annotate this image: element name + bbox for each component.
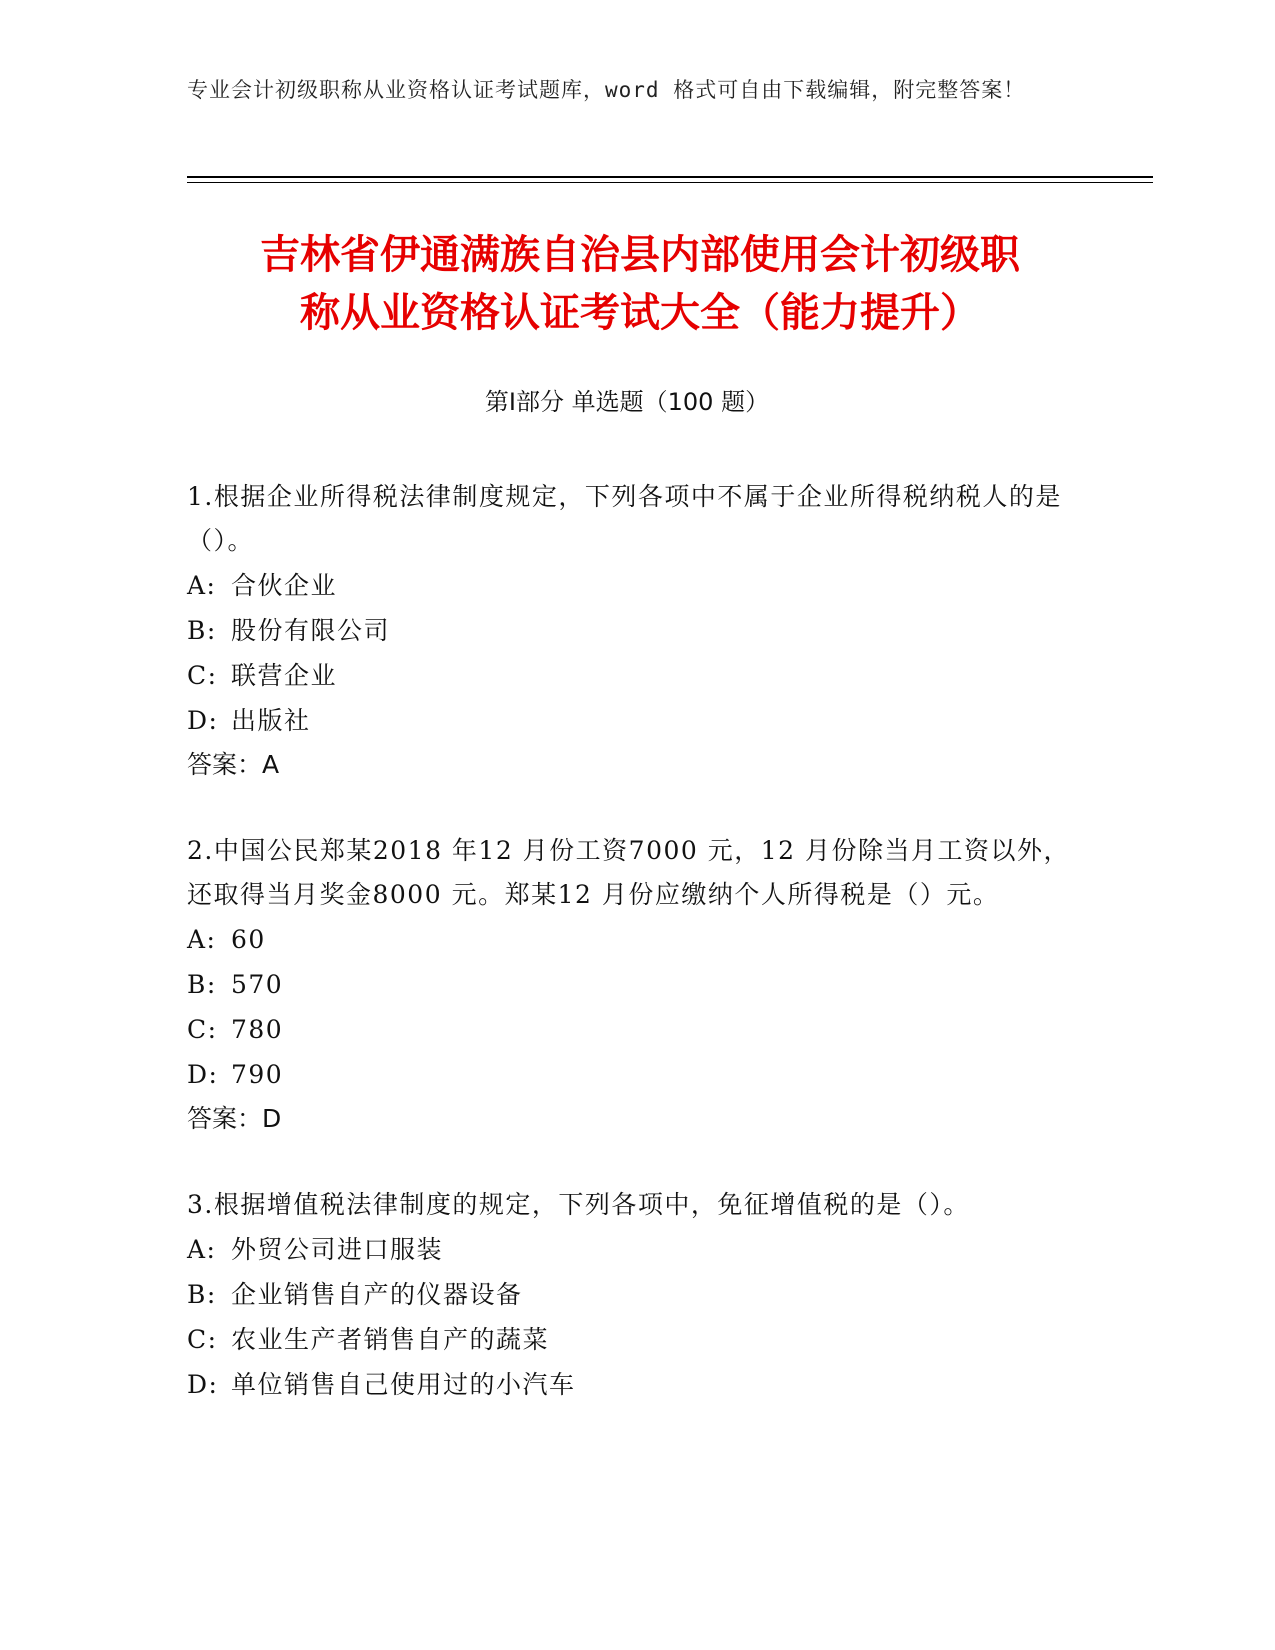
option-c <box>187 653 1087 698</box>
option-text: 出版社 <box>231 706 311 735</box>
question-3 <box>187 1183 1087 1407</box>
option-d <box>187 1052 1087 1097</box>
option-text: 单位销售自己使用过的小汽车 <box>231 1370 576 1399</box>
option-text: 780 <box>231 1015 284 1044</box>
option-a <box>187 563 1087 608</box>
option-b <box>187 1272 1087 1317</box>
answer-line: 答案：D <box>187 1104 282 1133</box>
option-key: A: <box>187 925 217 954</box>
option-c <box>187 1317 1087 1362</box>
option-text: 企业销售自产的仪器设备 <box>231 1280 523 1309</box>
option-text: 股份有限公司 <box>231 616 391 645</box>
option-key: A: <box>187 1235 217 1264</box>
option-key: D: <box>187 1060 219 1089</box>
question-1 <box>187 475 1087 787</box>
option-c <box>187 1007 1087 1052</box>
option-d <box>187 1362 1087 1407</box>
option-key: B: <box>187 616 217 645</box>
header-rule-thick <box>187 176 1153 178</box>
option-text: 合伙企业 <box>231 571 338 600</box>
option-text: 农业生产者销售自产的蔬菜 <box>231 1325 550 1354</box>
question-list <box>187 475 1087 1449</box>
option-key: D: <box>187 1370 219 1399</box>
option-a <box>187 917 1087 962</box>
option-key: B: <box>187 970 217 999</box>
section-title: 第Ⅰ部分 单选题（100 题） <box>484 388 770 416</box>
option-key: D: <box>187 706 219 735</box>
option-key: B: <box>187 1280 217 1309</box>
option-text: 外贸公司进口服装 <box>231 1235 444 1264</box>
document-title <box>180 226 1100 342</box>
option-key: A: <box>187 571 217 600</box>
option-d <box>187 698 1087 743</box>
document-title-line-1: 吉林省伊通满族自治县内部使用会计初级职 <box>260 232 1020 278</box>
option-text: 联营企业 <box>231 661 338 690</box>
option-key: C: <box>187 661 218 690</box>
option-text: 60 <box>231 925 266 954</box>
answer-line: 答案：A <box>187 750 280 779</box>
question-stem: 2.中国公民郑某2018 年12 月份工资7000 元，12 月份除当月工资以外，还取得当月奖金8000 元。郑某12 月份应缴纳个人所得税是（）元。 <box>187 836 1071 909</box>
option-text: 790 <box>231 1060 284 1089</box>
header-rule-thin <box>187 182 1153 183</box>
question-stem: 3.根据增值税法律制度的规定，下列各项中，免征增值税的是（）。 <box>187 1190 970 1219</box>
option-b <box>187 962 1087 1007</box>
document-title-line-2: 称从业资格认证考试大全（能力提升） <box>300 290 980 336</box>
option-key: C: <box>187 1325 218 1354</box>
question-2 <box>187 829 1087 1141</box>
question-stem: 1.根据企业所得税法律制度规定，下列各项中不属于企业所得税纳税人的是（）。 <box>187 482 1062 555</box>
header-note: 专业会计初级职称从业资格认证考试题库，word 格式可自由下载编辑，附完整答案！ <box>187 78 1026 102</box>
option-a <box>187 1227 1087 1272</box>
option-key: C: <box>187 1015 218 1044</box>
option-b <box>187 608 1087 653</box>
option-text: 570 <box>231 970 284 999</box>
